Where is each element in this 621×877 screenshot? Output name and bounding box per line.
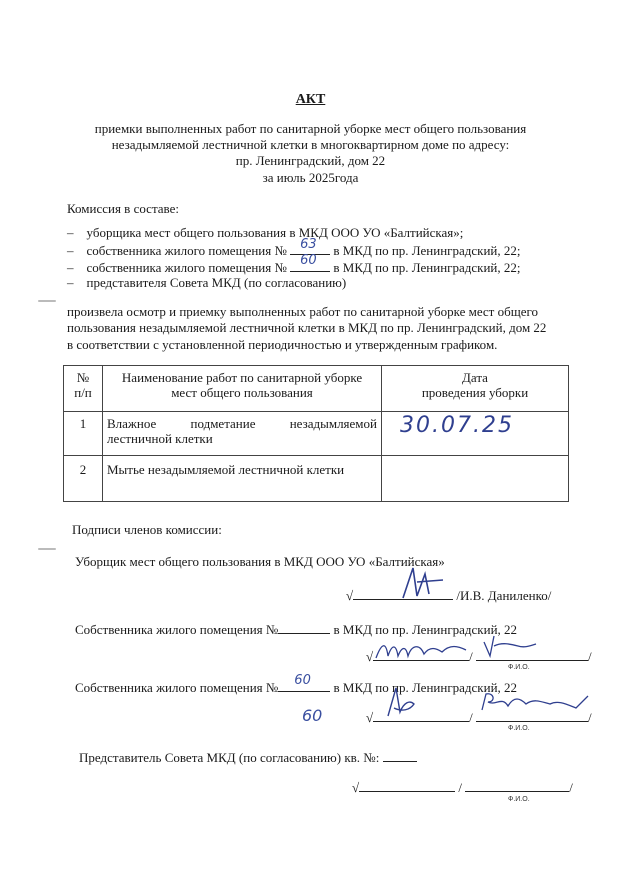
handwritten-number: 60	[300, 253, 317, 268]
statement-line3: в соответствии с установленной периодичностью и утвержденным графиком.	[67, 337, 498, 352]
owner1-signature	[372, 636, 472, 666]
handwritten-margin-note: 60	[302, 706, 323, 725]
table-row	[64, 412, 569, 456]
handwritten-date: 30.07.25	[400, 413, 514, 438]
header-name: Наименование работ по санитарной уборке мест общего пользования	[103, 366, 382, 412]
scan-mark	[38, 300, 56, 302]
table-header-row	[64, 366, 569, 412]
row-num: 1	[64, 412, 103, 456]
commission-member	[67, 237, 521, 259]
owner1-label: Собственника жилого помещения № в МКД по пр. Ленинградский, 22	[75, 622, 518, 637]
owner2-label: Собственника жилого помещения № 60 в МКД по пр. Ленинградский, 22	[75, 673, 518, 695]
signatures-heading: Подписи членов комиссии:	[72, 522, 222, 537]
row-name: Влажное подметание незадымляемой лестничной клетки	[103, 412, 382, 456]
council-label: Представитель Совета МКД (по согласованию) кв. №:	[79, 749, 417, 766]
doc-subtitle-line2: незадымляемой лестничной клетки в многоквартирном доме по адресу:	[111, 137, 510, 152]
member-text: представителя Совета МКД (по согласованию)	[86, 275, 347, 290]
header-num: № п/п	[64, 366, 103, 412]
doc-address: пр. Ленинградский, дом 22	[235, 153, 386, 168]
scan-mark	[38, 548, 56, 550]
statement-line1: произвела осмотр и приемку выполненных работ по санитарной уборке мест общего	[67, 304, 539, 319]
owner2-signature-second	[476, 688, 596, 718]
commission-member	[67, 275, 346, 291]
bullet-dash: –	[67, 260, 74, 275]
commission-member	[67, 253, 521, 276]
member-text: собственника жилого помещения №	[86, 243, 287, 258]
commission-member	[67, 225, 463, 241]
bullet-dash: –	[67, 225, 74, 240]
row-num: 2	[64, 456, 103, 502]
council-signature-line: √ / /	[352, 780, 573, 795]
council-apartment-field	[383, 749, 417, 762]
fio-caption: Ф.И.О.	[508, 664, 530, 671]
works-table	[63, 365, 569, 502]
statement-line2: пользования незадымляемой лестничной клетки в МКД по пр. Ленинградский, дом 22	[67, 320, 547, 335]
bullet-dash: –	[67, 275, 74, 290]
member-text-suffix: в МКД по пр. Ленинградский, 22;	[333, 260, 521, 275]
commission-heading: Комиссия в составе:	[67, 201, 179, 216]
owner2-signature	[380, 682, 420, 722]
doc-title: АКТ	[295, 92, 326, 107]
header-date: Дата проведения уборки	[382, 366, 569, 412]
handwritten-number: 63	[300, 237, 317, 252]
cleaner-signature	[395, 560, 455, 604]
apartment-number-field	[278, 673, 330, 692]
bullet-dash: –	[67, 243, 74, 258]
member-text: собственника жилого помещения №	[86, 260, 287, 275]
member-text: уборщика мест общего пользования в МКД ООО УО «Балтийская»;	[86, 225, 464, 240]
apartment-number-field	[290, 253, 330, 272]
doc-subtitle-line1: приемки выполненных работ по санитарной уборке мест общего пользования	[94, 121, 527, 136]
member-text-suffix: в МКД по пр. Ленинградский, 22;	[333, 243, 521, 258]
fio-caption: Ф.И.О.	[508, 725, 530, 732]
handwritten-number: 60	[294, 673, 311, 688]
owner2-signature-line: √ / /	[366, 710, 592, 725]
doc-period: за июль 2025года	[262, 170, 359, 185]
row-date	[382, 412, 569, 456]
owner1-signature-line: √ / /	[366, 649, 592, 664]
table-row	[64, 456, 569, 502]
owner1-signature-second	[478, 632, 538, 662]
row-date	[382, 456, 569, 502]
row-name: Мытье незадымляемой лестничной клетки	[103, 456, 382, 502]
apartment-number-field	[278, 621, 330, 634]
cleaner-name: /И.В. Даниленко/	[456, 588, 552, 603]
cleaner-signature-line: √ /И.В. Даниленко/	[346, 588, 552, 603]
cleaner-label: Уборщик мест общего пользования в МКД ООО УО «Балтийская»	[75, 554, 445, 569]
fio-caption: Ф.И.О.	[508, 796, 530, 803]
